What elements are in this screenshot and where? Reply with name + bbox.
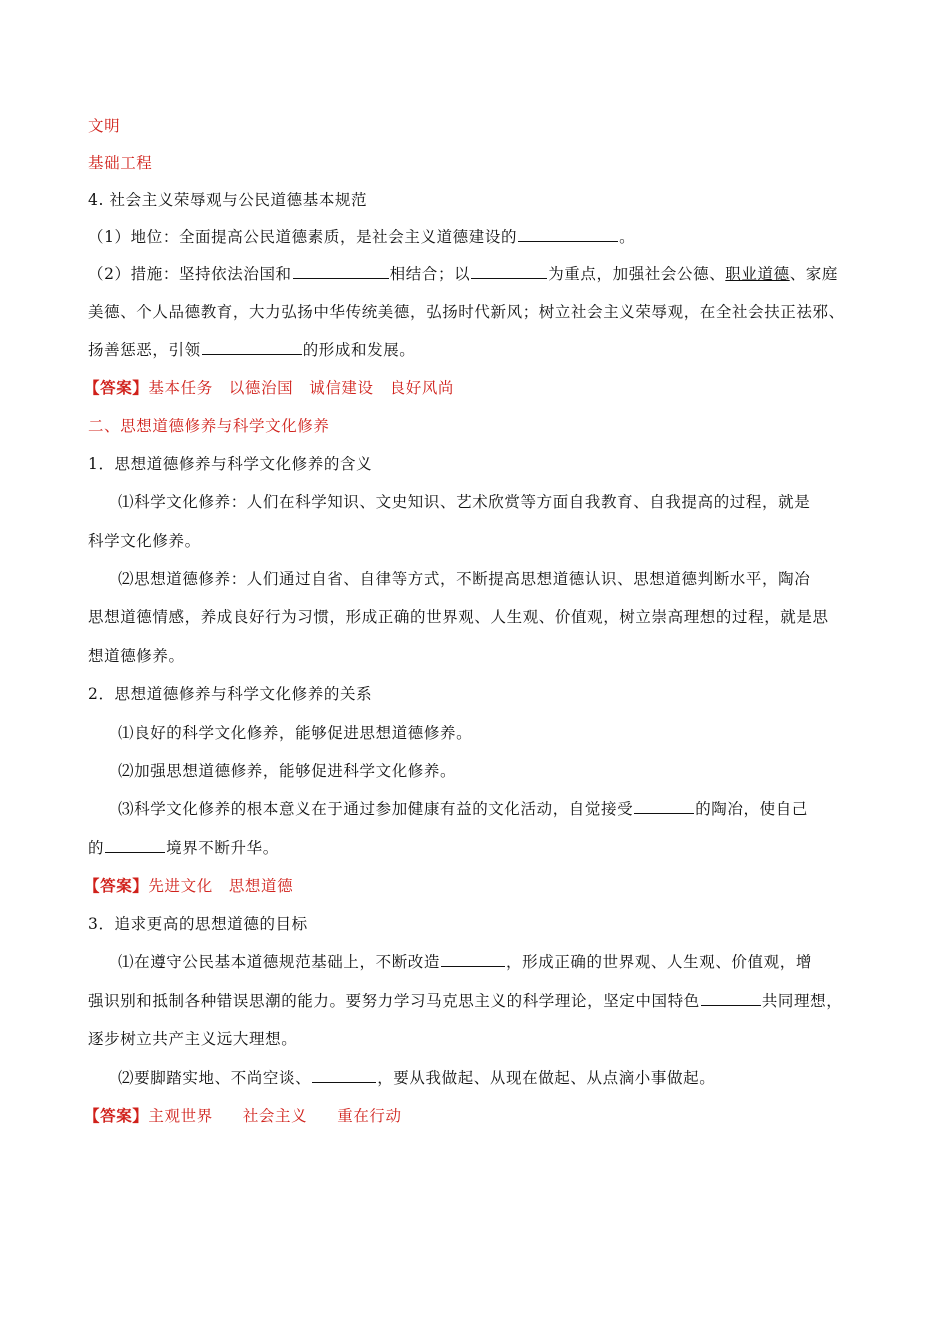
fill-blank [312,1068,376,1083]
para-sci-culture-end: 科学文化修养。 [88,532,201,550]
text: 共同理想， [761,992,843,1010]
goal-1-cont [88,991,842,1011]
text: 境界不断升华。 [166,839,279,857]
fill-blank [634,799,694,814]
heading-basic-project: 基础工程 [88,154,153,172]
fill-blank [105,838,165,853]
answer-item: 先进文化 [148,877,213,895]
relation-1: ⑴良好的科学文化修养，能够促进思想道德修养。 [118,724,473,742]
relation-3-end [88,838,279,858]
text: ，形成正确的世界观、人生观、价值观，增 [506,953,812,971]
underlined-term: 职业道德 [725,265,790,283]
para-measures [88,264,838,284]
section-4-title: 4. 社会主义荣辱观与公民道德基本规范 [88,191,368,209]
fill-blank [293,264,389,279]
goal-1-end: 逐步树立共产主义远大理想。 [88,1030,298,1048]
answer-item: 主观世界 [148,1107,213,1125]
answer-item: 以德治国 [228,379,294,397]
text: 强识别和抵制各种错误思潮的能力。要努力学习马克思主义的科学理论，坚定中国特色 [88,992,700,1010]
fill-blank [441,952,505,967]
answer-item: 社会主义 [242,1107,308,1125]
answer-item: 重在行动 [337,1107,402,1125]
para-moral-end: 想道德修养。 [88,647,185,665]
para-status [88,227,635,247]
text: 扬善惩恶，引领 [88,341,201,359]
text: ⑶科学文化修养的根本意义在于通过参加健康有益的文化活动，自觉接受 [118,800,634,818]
text: 为重点，加强社会公德、 [548,265,726,283]
text: 的 [88,839,105,857]
text: 。 [619,228,636,246]
heading-wenming: 文明 [88,117,121,135]
fill-blank [202,340,302,355]
text: （1）地位：全面提高公民道德素质，是社会主义道德建设的 [88,228,518,246]
para-measures-end [88,340,415,360]
answer-line-2 [84,876,293,896]
relation-3 [118,799,808,819]
text: （2）措施：坚持依法治国和 [88,265,292,283]
answer-item: 基本任务 [148,379,213,397]
text: ⑵要脚踏实地、不尚空谈、 [118,1069,312,1087]
answer-item: 思想道德 [228,877,294,895]
para-sci-culture: ⑴科学文化修养：人们在科学知识、文史知识、艺术欣赏等方面自我教育、自我提高的过程，就是 [118,493,811,511]
answer-label: 【答案】 [84,378,149,397]
answer-line-1 [84,378,454,398]
answer-label: 【答案】 [84,876,149,895]
text: 相结合；以 [389,265,471,283]
answer-line-3 [84,1106,402,1126]
goal-2 [118,1068,715,1088]
text: 的形成和发展。 [302,341,416,359]
subsection-1-title: 1．思想道德修养与科学文化修养的含义 [88,455,373,473]
answer-label: 【答案】 [84,1106,149,1125]
text: 的陶冶，使自己 [695,800,808,818]
text: ⑴在遵守公民基本道德规范基础上，不断改造 [118,953,441,971]
fill-blank [518,227,618,242]
section-two-heading: 二、思想道德修养与科学文化修养 [88,417,330,435]
text: 、家庭 [789,265,839,283]
answer-item: 诚信建设 [309,379,374,397]
fill-blank [701,991,761,1006]
fill-blank [471,264,547,279]
relation-2: ⑵加强思想道德修养，能够促进科学文化修养。 [118,762,457,780]
text: ，要从我做起、从现在做起、从点滴小事做起。 [377,1069,716,1087]
para-moral-cont: 思想道德情感，养成良好行为习惯，形成正确的世界观、人生观、价值观，树立崇高理想的过程，就是思 [88,608,829,626]
para-measures-cont: 美德、个人品德教育，大力弘扬中华传统美德，弘扬时代新风；树立社会主义荣辱观，在全社会扶正祛邪、 [88,303,845,321]
para-moral: ⑵思想道德修养：人们通过自省、自律等方式，不断提高思想道德认识、思想道德判断水平，陶冶 [118,570,811,588]
answer-item: 良好风尚 [389,379,455,397]
subsection-3-title: 3．追求更高的思想道德的目标 [88,915,308,933]
subsection-2-title: 2．思想道德修养与科学文化修养的关系 [88,685,373,703]
goal-1 [118,952,812,972]
